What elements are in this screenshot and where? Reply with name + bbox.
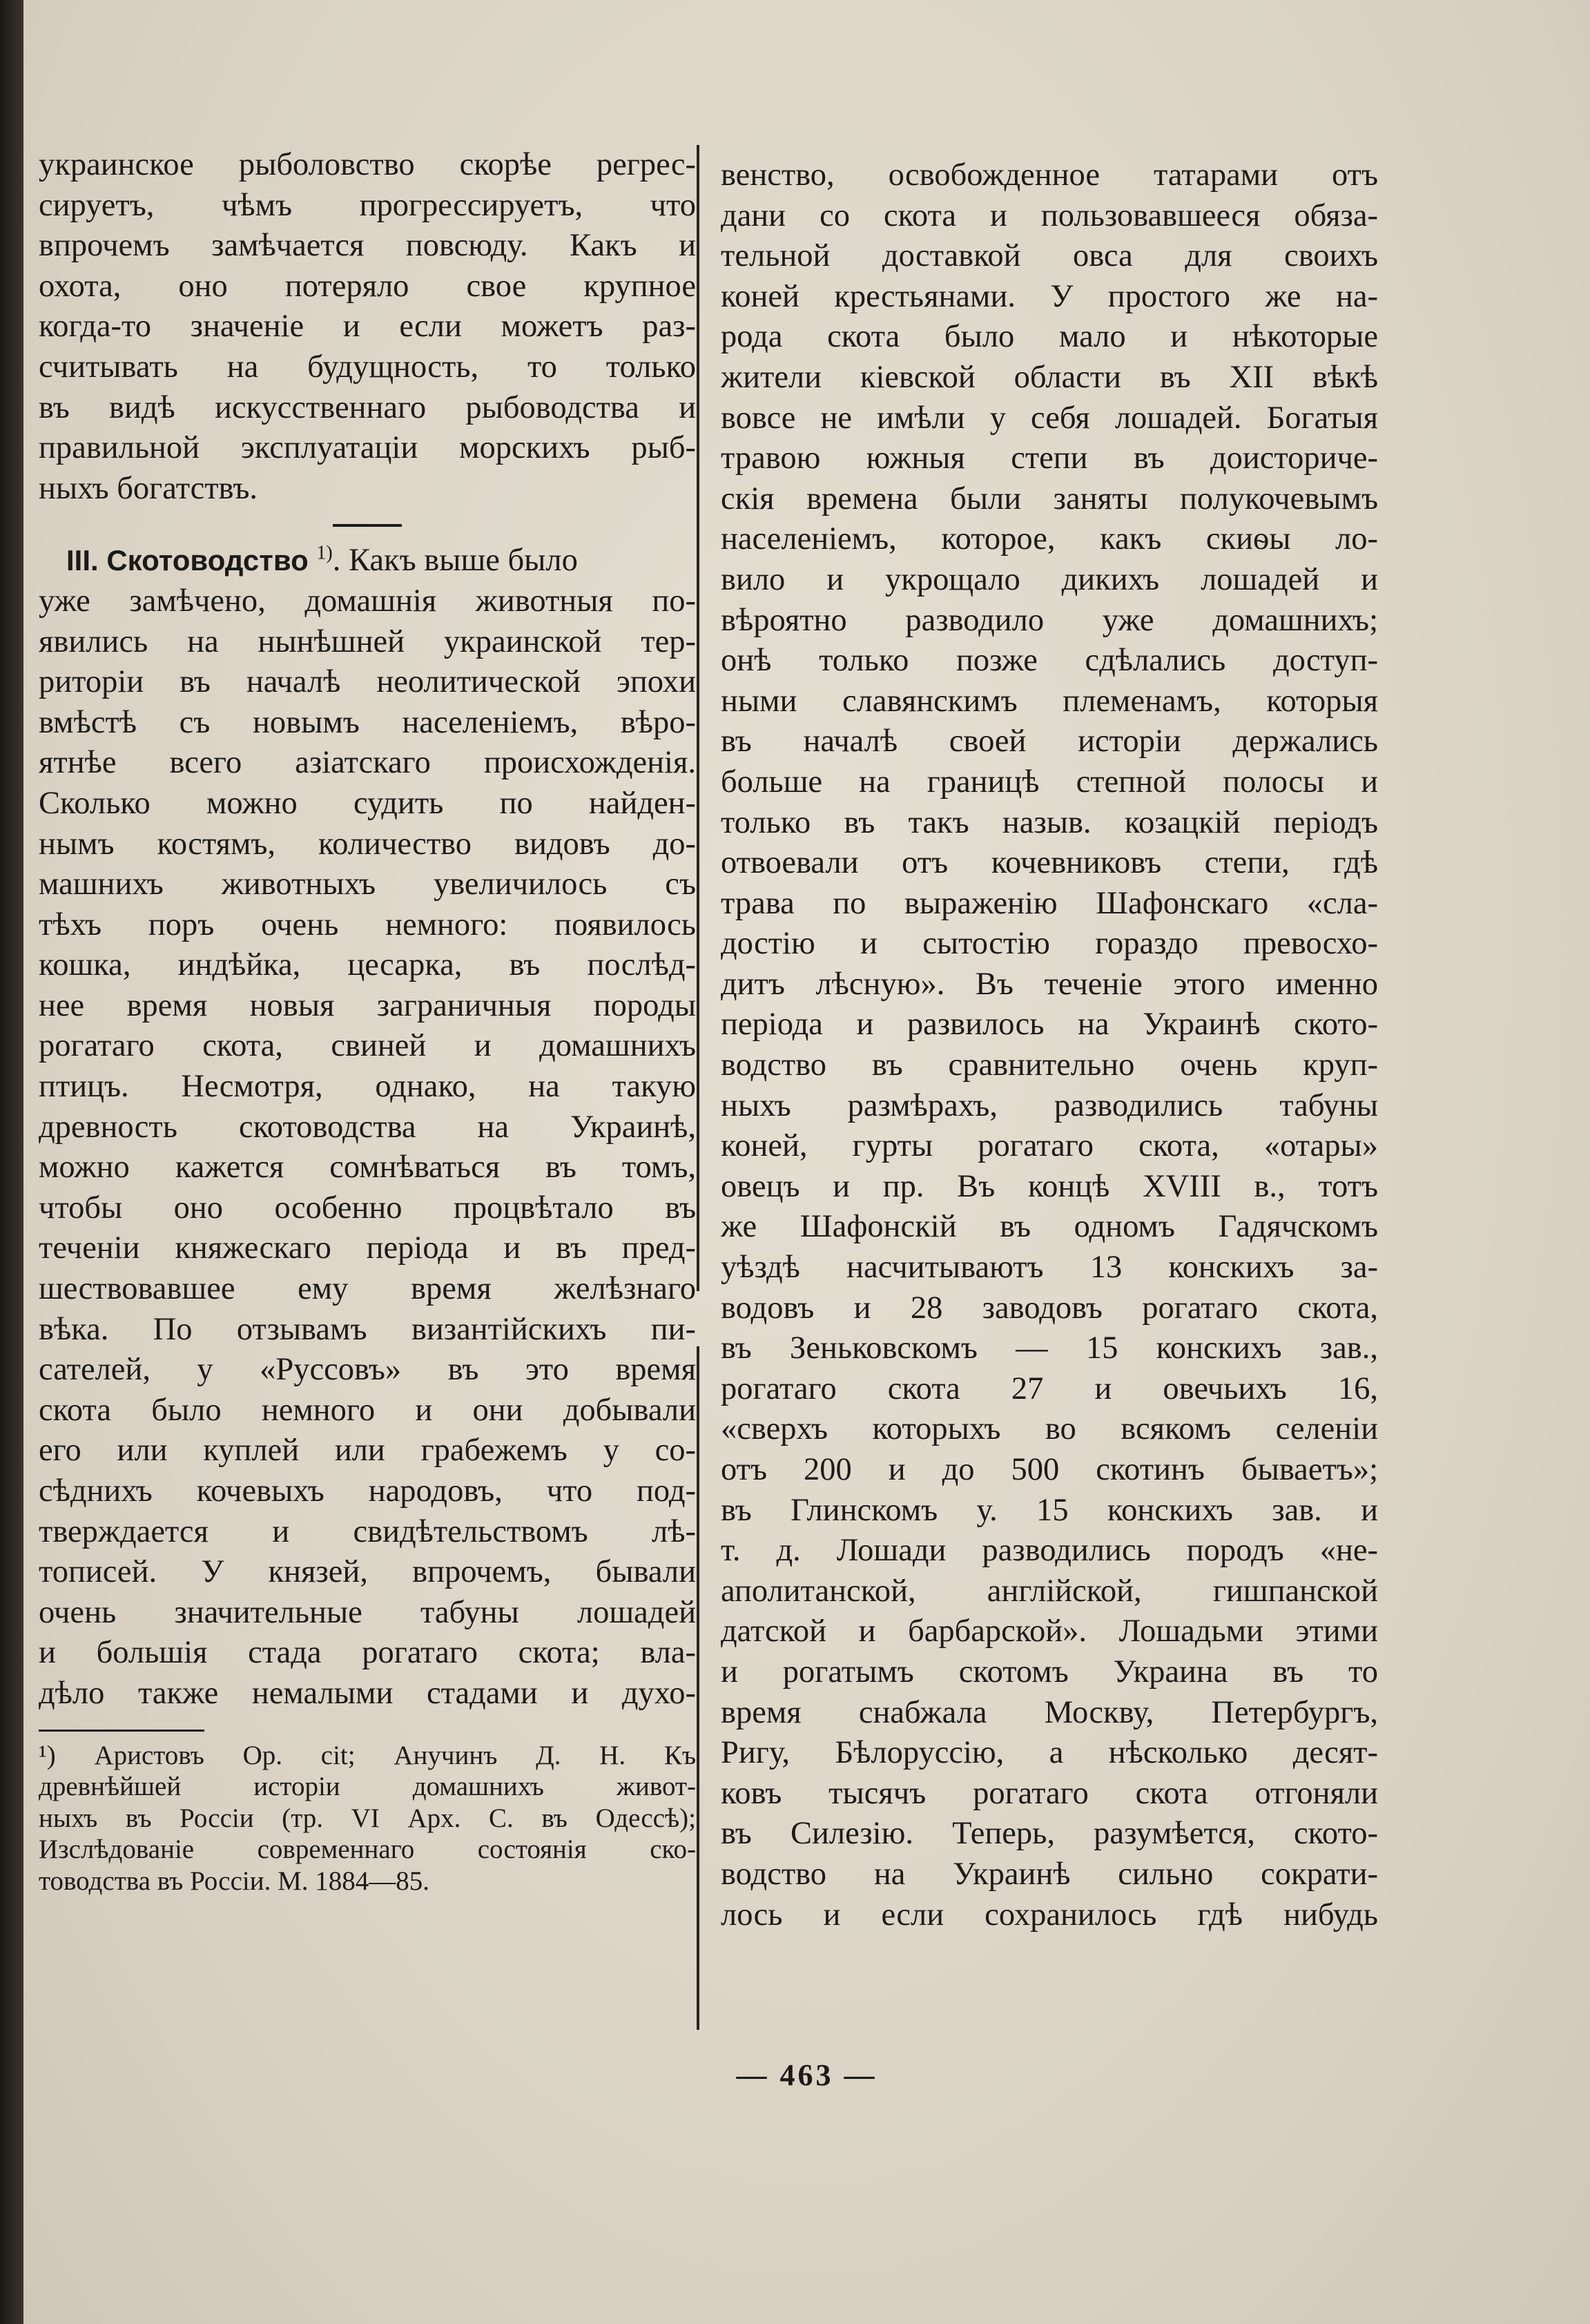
text-line: шествовавшее ему время желѣзнаго bbox=[39, 1271, 696, 1307]
text-line: достію и сытостію гораздо превосхо- bbox=[721, 926, 1378, 962]
footnote-line: Изслѣдованіе современнаго состоянія ско- bbox=[39, 1834, 696, 1865]
text-line: птицъ. Несмотря, однако, на такую bbox=[39, 1069, 696, 1105]
text-line: только въ такъ назыв. козацкій періодъ bbox=[721, 804, 1378, 840]
text-line: скія времена были заняты полукочевымъ bbox=[721, 481, 1378, 516]
text-line: овецъ и пр. Въ концѣ XVIII в., тотъ bbox=[721, 1168, 1378, 1204]
text-line: въ началѣ своей исторіи держались bbox=[721, 724, 1378, 759]
text-line: ныхъ богатствъ. bbox=[39, 470, 258, 506]
text-line: венство, освобожденное татарами отъ bbox=[721, 157, 1378, 193]
footnote-line: товодства въ Россіи. М. 1884—85. bbox=[39, 1866, 430, 1896]
text-line: отвоевали отъ кочевниковъ степи, гдѣ bbox=[721, 845, 1378, 881]
text-line: въ Силезію. Теперь, разумѣется, ското- bbox=[721, 1816, 1378, 1852]
text-line: больше на границѣ степной полосы и bbox=[721, 764, 1378, 800]
text-line: тверждается и свидѣтельствомъ лѣ- bbox=[39, 1513, 696, 1549]
text-line: ными славянскимъ племенамъ, которыя bbox=[721, 683, 1378, 719]
footnote-marker: 1) bbox=[316, 542, 333, 564]
section-separator-rule bbox=[333, 524, 402, 527]
text-line: древность скотоводства на Украинѣ, bbox=[39, 1109, 696, 1145]
text-line: трава по выраженію Шафонскаго «сла- bbox=[721, 885, 1378, 921]
column-divider-bottom bbox=[697, 1346, 699, 2030]
text-line: когда-то значеніе и если можетъ раз- bbox=[39, 309, 696, 345]
text-line: и большія стада рогатаго скота; вла- bbox=[39, 1635, 696, 1671]
section-heading-line bbox=[39, 541, 696, 581]
text-line: рогатаго скота, свиней и домашнихъ bbox=[39, 1028, 696, 1064]
book-page bbox=[23, 0, 1590, 2324]
intro-paragraph bbox=[39, 145, 696, 509]
text-line: тописей. У князей, впрочемъ, бывали bbox=[39, 1554, 696, 1590]
text-line: ковъ тысячъ рогатаго скота отгоняли bbox=[721, 1775, 1378, 1811]
text-line: лось и если сохранилось гдѣ нибудь bbox=[721, 1897, 1378, 1933]
section-heading: III. Скотоводство bbox=[66, 544, 309, 577]
text-line: коней, гурты рогатаго скота, «отары» bbox=[721, 1128, 1378, 1164]
text-line: очень значительные табуны лошадей bbox=[39, 1594, 696, 1630]
text-line: т. д. Лошади разводились породъ «не- bbox=[721, 1533, 1378, 1569]
text-line: вѣка. По отзывамъ византійскихъ пи- bbox=[39, 1311, 696, 1347]
left-column bbox=[39, 145, 696, 1897]
page-number: — 463 — bbox=[736, 2058, 878, 2092]
text-line: въ видѣ искусственнаго рыбоводства и bbox=[39, 389, 696, 425]
text-line: тѣхъ поръ очень немного: появилось bbox=[39, 907, 696, 942]
text-line: въ Глинскомъ у. 15 конскихъ зав. и bbox=[721, 1492, 1378, 1528]
text-line: Ригу, Бѣлоруссію, а нѣсколько десят- bbox=[721, 1735, 1378, 1771]
text-line: впрочемъ замѣчается повсюду. Какъ и bbox=[39, 228, 696, 264]
text-line: вмѣстѣ съ новымъ населеніемъ, вѣро- bbox=[39, 704, 696, 740]
text-line: время снабжала Москву, Петербургъ, bbox=[721, 1694, 1378, 1730]
text-line: уѣздѣ насчитываютъ 13 конскихъ за- bbox=[721, 1250, 1378, 1286]
text-line: охота, оно потеряло свое крупное bbox=[39, 268, 696, 304]
text-line: нымъ костямъ, количество видовъ до- bbox=[39, 826, 696, 862]
text-line: чтобы оно особенно процвѣтало въ bbox=[39, 1190, 696, 1226]
text-line: сѣднихъ кочевыхъ народовъ, что под- bbox=[39, 1473, 696, 1509]
text-line: водство на Украинѣ сильно сократи- bbox=[721, 1856, 1378, 1892]
text-line: считывать на будущность, то только bbox=[39, 349, 696, 385]
text-line: «сверхъ которыхъ во всякомъ селеніи bbox=[721, 1411, 1378, 1447]
scan-edge bbox=[0, 0, 23, 2324]
text-line: явились на нынѣшней украинской тер- bbox=[39, 623, 696, 659]
footnote-line: ¹) Аристовъ Op. cit; Анучинъ Д. Н. Къ bbox=[39, 1740, 696, 1770]
text-line: риторіи въ началѣ неолитической эпохи bbox=[39, 664, 696, 700]
text-line: вовсе не имѣли у себя лошадей. Богатыя bbox=[721, 400, 1378, 436]
text-line: онѣ только позже сдѣлались доступ- bbox=[721, 643, 1378, 679]
text-line: дани со скота и пользовавшееся обяза- bbox=[721, 197, 1378, 233]
text-line: машнихъ животныхъ увеличилось съ bbox=[39, 866, 696, 902]
text-line: датской и барбарской». Лошадьми этими bbox=[721, 1614, 1378, 1649]
text-line: украинское рыболовство скорѣе регрес- bbox=[39, 147, 696, 182]
text-line: водство въ сравнительно очень круп- bbox=[721, 1047, 1378, 1083]
footnote-rule bbox=[39, 1730, 204, 1732]
text-fragment: . Какъ выше было bbox=[332, 543, 578, 579]
text-line: въ Зеньковскомъ — 15 конскихъ зав., bbox=[721, 1330, 1378, 1366]
text-line: Сколько можно судить по найден- bbox=[39, 785, 696, 821]
text-line: и рогатымъ скотомъ Украина въ то bbox=[721, 1654, 1378, 1689]
text-line: жители кіевской области въ XII вѣкѣ bbox=[721, 359, 1378, 395]
footnote-line: древнѣйшей исторіи домашнихъ живот- bbox=[39, 1772, 696, 1802]
section-paragraph bbox=[39, 541, 696, 1714]
text-line: травою южныя степи въ доисториче- bbox=[721, 440, 1378, 476]
text-line: дитъ лѣсную». Въ теченіе этого именно bbox=[721, 966, 1378, 1002]
text-line: водовъ и 28 заводовъ рогатаго скота, bbox=[721, 1290, 1378, 1326]
text-line: ятнѣе всего азіатскаго происхожденія. bbox=[39, 745, 696, 781]
text-line: нее время новыя заграничныя породы bbox=[39, 987, 696, 1023]
text-line: тельной доставкой овса для своихъ bbox=[721, 238, 1378, 274]
text-line: же Шафонскій въ одномъ Гадячскомъ bbox=[721, 1209, 1378, 1245]
text-line: правильной эксплуатаціи морскихъ рыб- bbox=[39, 430, 696, 466]
footnote bbox=[39, 1740, 696, 1897]
text-line: сателей, у «Руссовъ» въ это время bbox=[39, 1352, 696, 1388]
text-line: сируетъ, чѣмъ прогрессируетъ, что bbox=[39, 187, 696, 223]
text-line: коней крестьянами. У простого же на- bbox=[721, 278, 1378, 314]
text-line: уже замѣчено, домашнія животныя по- bbox=[39, 583, 696, 619]
text-line: аполитанской, англійской, гишпанской bbox=[721, 1573, 1378, 1609]
text-line: его или куплей или грабежемъ у со- bbox=[39, 1433, 696, 1469]
text-line: ныхъ размѣрахъ, разводились табуны bbox=[721, 1087, 1378, 1123]
text-line: вѣроятно разводило уже домашнихъ; bbox=[721, 602, 1378, 638]
text-line: можно кажется сомнѣваться въ томъ, bbox=[39, 1150, 696, 1185]
text-line: отъ 200 и до 500 скотинъ бываетъ»; bbox=[721, 1452, 1378, 1487]
text-line: населеніемъ, которое, какъ скиѳы ло- bbox=[721, 521, 1378, 557]
text-line: вило и укрощало дикихъ лошадей и bbox=[721, 561, 1378, 597]
text-line: дѣло также немалыми стадами и духо- bbox=[39, 1675, 696, 1711]
text-line: рода скота было мало и нѣкоторые bbox=[721, 319, 1378, 355]
text-line: кошка, индѣйка, цесарка, въ послѣд- bbox=[39, 947, 696, 983]
right-column bbox=[721, 155, 1378, 1935]
text-line: скота было немного и они добывали bbox=[39, 1392, 696, 1428]
column-divider-top bbox=[697, 145, 699, 1291]
text-line: періода и развилось на Украинѣ ското- bbox=[721, 1007, 1378, 1043]
text-line: рогатаго скота 27 и овечьихъ 16, bbox=[721, 1371, 1378, 1406]
text-line: теченіи княжескаго періода и въ пред- bbox=[39, 1230, 696, 1266]
footnote-line: ныхъ въ Россіи (тр. VI Арх. С. въ Одессѣ); bbox=[39, 1803, 696, 1833]
